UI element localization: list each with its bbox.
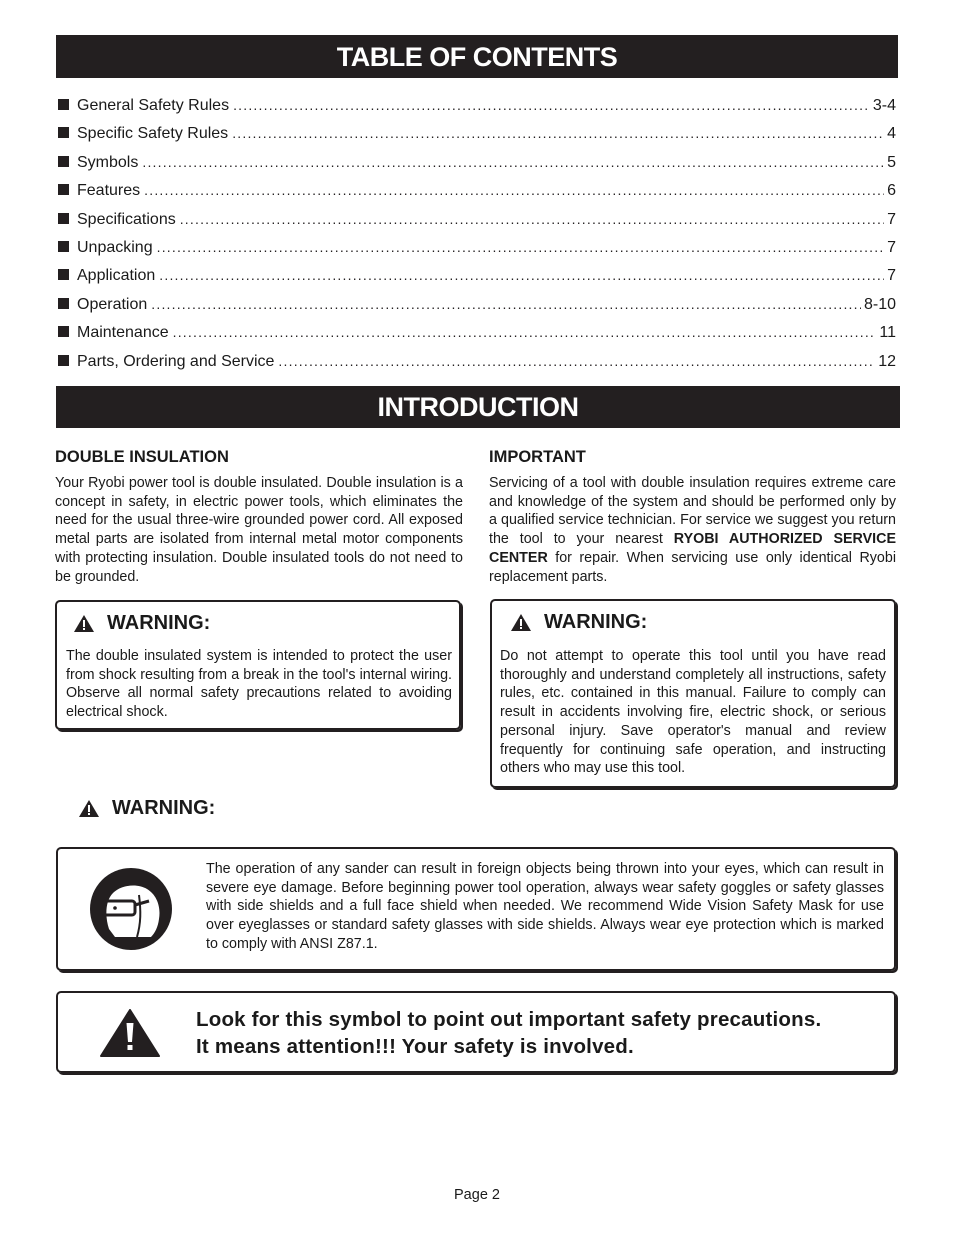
service-center-bold: RYOBI AUTHORIZED SERVICE CENTER (489, 531, 896, 566)
square-bullet-icon (58, 241, 69, 252)
attention-line-1: Look for this symbol to point out important safety precautions. (196, 1008, 822, 1031)
square-bullet-icon (58, 156, 69, 167)
toc-leader-dots (173, 322, 877, 342)
square-bullet-icon (58, 184, 69, 195)
toc-entry-title: Application (77, 267, 156, 285)
toc-heading: TABLE OF CONTENTS (56, 35, 898, 78)
toc-entry-title: Symbols (77, 153, 139, 171)
toc-leader-dots (157, 237, 884, 257)
toc-entry-page: 7 (887, 210, 896, 228)
toc-entry-page: 3-4 (872, 97, 896, 114)
toc-leader-dots (278, 351, 875, 371)
toc-leader-dots (142, 152, 884, 172)
toc-leader-dots (232, 123, 884, 143)
toc-entry-title: Unpacking (77, 238, 153, 256)
warning-box-manual (490, 599, 896, 788)
toc-entry-title: Specifications (77, 210, 176, 228)
warning-text-insulation: The double insulated system is intended to protect the user from shock resulting from a break in the tool's internal wiring. Observe all normal safety precautions related to avoiding electrical shock. (66, 648, 452, 721)
double-insulation-heading: DOUBLE INSULATION (55, 448, 229, 466)
toc-entry-title: Maintenance (77, 324, 169, 342)
toc-entry[interactable] (58, 180, 896, 208)
toc-entry[interactable] (58, 237, 896, 265)
toc-entry-title: Specific Safety Rules (77, 125, 229, 143)
eye-protection-text: The operation of any sander can result in foreign objects being thrown into your eyes, which can result in severe eye damage. Before beginning power tool operation, always wear safety goggles or safety glasses with side shields and a full face shield when needed. We recommend Wide Vision Safety Mask for use over eyeglasses or standard safety glasses with side shields. Always wear eye protection which is marked to comply with ANSI Z87.1. (206, 861, 884, 952)
toc-leader-dots (233, 95, 870, 115)
important-text-part: Servicing of a tool with double insulation requires extreme care and knowledge of the system and should be performed only by a qualified service technician. For service we suggest you return the tool to your nearest (489, 475, 896, 548)
introduction-heading: INTRODUCTION (56, 386, 900, 428)
toc-entry-title: General Safety Rules (77, 97, 230, 114)
toc-entry-page: 5 (887, 153, 896, 171)
important-text (489, 474, 896, 586)
toc-entry-title: Operation (77, 295, 148, 313)
attention-text (196, 1006, 821, 1060)
toc-entry[interactable] (58, 209, 896, 237)
exclamation-triangle-icon (100, 1009, 160, 1057)
square-bullet-icon (58, 127, 69, 138)
eye-protection-box (56, 847, 896, 971)
toc-entry[interactable] (58, 351, 896, 379)
toc-entry-page: 12 (878, 352, 896, 370)
toc-entry[interactable] (58, 152, 896, 180)
warning-triangle-icon (78, 799, 100, 818)
square-bullet-icon (58, 326, 69, 337)
warning-box-insulation (55, 600, 461, 730)
square-bullet-icon (58, 99, 69, 110)
warning-title-eye (78, 797, 215, 820)
toc-entry[interactable] (58, 294, 896, 322)
toc-leader-dots (159, 265, 884, 285)
square-bullet-icon (58, 269, 69, 280)
warning-text-manual: Do not attempt to operate this tool until you have read thoroughly and understand completely all instructions, safety rules, etc. contained in this manual. Failure to comply can result in accidents involving fire, electric shock, or serious personal injury. Save operator's manual and review frequently for continuing safe operation, and instructing others who may use this tool. (500, 648, 886, 777)
attention-box (56, 991, 896, 1073)
attention-line-2: It means attention!!! Your safety is involved. (196, 1035, 634, 1058)
toc-entry[interactable] (58, 95, 896, 123)
warning-title-text: WARNING: (112, 797, 216, 819)
important-heading: IMPORTANT (489, 448, 586, 466)
double-insulation-text: Your Ryobi power tool is double insulated. Double insulation is a concept in safety, in electric power tools, which eliminates the need for the usual three-wire grounded power cord. All exposed metal parts are isolated from internal metal motor components with protecting insulation. Double insulated tools do not need to be grounded. (55, 475, 463, 585)
table-of-contents (58, 95, 896, 379)
toc-leader-dots (144, 180, 884, 200)
warning-triangle-icon (73, 614, 95, 633)
toc-entry[interactable] (58, 322, 896, 350)
toc-entry[interactable] (58, 123, 896, 151)
toc-entry-page: 11 (879, 324, 896, 342)
toc-entry[interactable] (58, 265, 896, 293)
toc-entry-title: Features (77, 182, 141, 200)
square-bullet-icon (58, 298, 69, 309)
warning-title (73, 612, 210, 635)
toc-entry-page: 6 (887, 182, 896, 200)
page-number: Page 2 (454, 1187, 500, 1203)
square-bullet-icon (58, 355, 69, 366)
toc-entry-page: 8-10 (863, 295, 896, 313)
warning-title (510, 611, 647, 634)
toc-leader-dots (180, 209, 884, 229)
important-text-part: for repair. When servicing use only identical Ryobi replacement parts. (489, 549, 896, 585)
toc-entry-title: Parts, Ordering and Service (77, 352, 275, 370)
toc-entry-page: 7 (887, 238, 896, 256)
toc-entry-page: 4 (887, 125, 896, 143)
warning-triangle-icon (510, 613, 532, 632)
safety-glasses-icon (89, 867, 173, 951)
toc-leader-dots (151, 294, 861, 314)
warning-title-text: WARNING: (544, 611, 648, 633)
toc-entry-page: 7 (887, 267, 896, 285)
square-bullet-icon (58, 213, 69, 224)
warning-title-text: WARNING: (107, 612, 211, 634)
